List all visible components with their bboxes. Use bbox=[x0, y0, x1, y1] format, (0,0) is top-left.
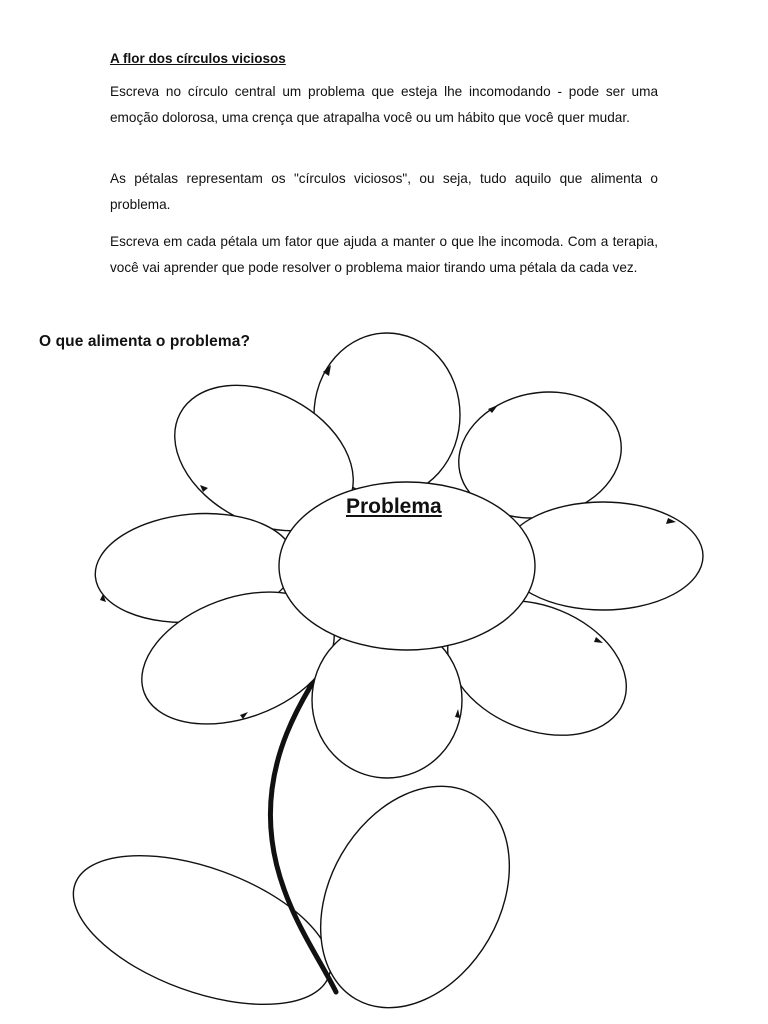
center-label-problema: Problema bbox=[346, 495, 442, 518]
instruction-paragraph-1: Escreva no círculo central um problema que esteja lhe incomodando - pode ser uma emoção dolorosa, uma crença que atrapalha você ou um hábito que você quer mudar. bbox=[110, 84, 658, 125]
instruction-paragraph-3: Escreva em cada pétala um fator que ajuda a manter o que lhe incomoda. Com a terapia, você vai aprender que pode resolver o problema maior tirando uma pétala da cada vez. bbox=[110, 234, 658, 275]
document-title: A flor dos círculos viciosos bbox=[110, 51, 286, 66]
leaf-left bbox=[54, 826, 350, 1024]
instruction-paragraph-2: As pétalas representam os "círculos viciosos", ou seja, tudo aquilo que alimenta o problema. bbox=[110, 171, 658, 212]
diagram-question: O que alimenta o problema? bbox=[39, 333, 251, 350]
